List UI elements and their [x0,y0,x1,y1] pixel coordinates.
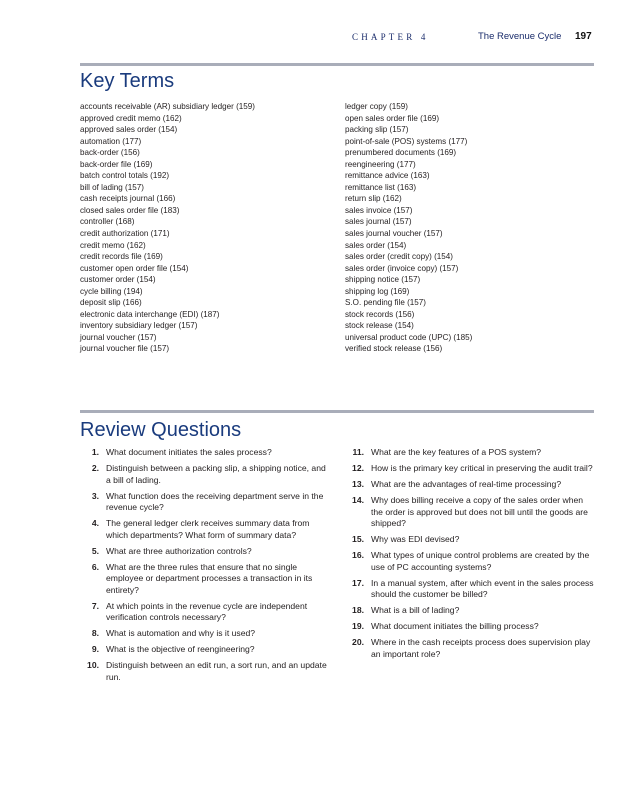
question-text: What types of unique control problems are created by the use of PC accounting systems? [371,550,590,572]
review-question [345,534,595,546]
key-term: sales journal voucher (157) [345,229,443,239]
key-term: controller (168) [80,217,135,227]
question-text: What are the advantages of real-time processing? [371,479,562,489]
key-term: S.O. pending file (157) [345,298,426,308]
question-number: 7. [91,600,99,611]
review-question [345,495,595,530]
review-question [345,550,595,573]
question-text: Why does billing receive a copy of the sales order when the order is approved but does not bill until the goods are shipped? [371,495,588,528]
question-number: 2. [91,463,99,473]
question-number: 20. [352,637,364,647]
question-text: What are the key features of a POS system? [371,447,542,457]
question-number: 6. [91,561,99,572]
question-number: 11. [352,447,364,457]
review-question [345,621,595,633]
key-term: verified stock release (156) [345,344,443,354]
review-question [345,637,595,660]
question-text: What is the objective of reengineering? [106,644,255,654]
key-term: credit memo (162) [80,240,146,250]
review-question [80,463,330,486]
key-term: closed sales order file (183) [80,205,180,215]
key-term: cash receipts journal (166) [80,194,176,204]
review-questions-rule [80,410,594,413]
question-text: What is a bill of lading? [371,605,460,615]
review-question [80,546,330,558]
key-term: return slip (162) [345,194,402,204]
question-text: Why was EDI devised? [371,534,460,544]
running-title: The Revenue Cycle [478,31,562,42]
review-question [345,605,595,617]
key-term: open sales order file (169) [345,113,440,123]
key-term: inventory subsidiary ledger (157) [80,321,198,331]
key-term: sales invoice (157) [345,205,413,215]
question-text: At which points in the revenue cycle are independent verification controls necessary? [106,600,308,622]
question-number: 1. [91,447,99,457]
running-header [0,30,639,46]
key-term: cycle billing (194) [80,286,143,296]
review-question [80,491,330,514]
review-questions-right-column [345,447,595,665]
question-number: 13. [352,479,364,489]
key-term: batch control totals (192) [80,171,170,181]
key-term: remittance advice (163) [345,171,430,181]
question-number: 17. [352,577,364,588]
key-term: universal product code (UPC) (185) [345,332,473,342]
question-number: 16. [352,550,364,560]
key-term: shipping notice (157) [345,275,421,285]
key-terms-rule [80,63,594,66]
key-term: point-of-sale (POS) systems (177) [345,136,468,146]
question-number: 4. [91,518,99,528]
key-term: sales order (154) [345,240,407,250]
question-number: 10. [87,660,99,670]
key-term: journal voucher (157) [80,332,157,342]
question-text: What document initiates the billing process? [371,621,539,631]
question-text: What are the three rules that ensure that no single employee or department processes a transaction in its entirety? [106,561,313,595]
question-text: The general ledger clerk receives summary data from which departments? What form of summary data? [106,518,310,540]
key-term: accounts receivable (AR) subsidiary ledger (159) [80,102,255,111]
question-text: Where in the cash receipts process does supervision play an important role? [371,637,591,659]
review-question [345,447,595,459]
question-number: 12. [352,463,364,473]
question-number: 15. [352,534,364,544]
key-term: customer open order file (154) [80,263,189,273]
key-term: electronic data interchange (EDI) (187) [80,309,220,319]
key-terms-left-column [80,101,255,355]
review-question [80,518,330,541]
question-number: 18. [352,605,364,615]
key-term: stock records (156) [345,309,415,319]
review-questions-title: Review Questions [80,419,242,441]
question-text: What are three authorization controls? [106,545,252,556]
key-term: approved credit memo (162) [80,113,182,123]
question-number: 5. [91,545,99,556]
key-term: back-order (156) [80,148,140,158]
key-term: remittance list (163) [345,182,417,192]
question-text: What is automation and why is it used? [106,628,256,638]
review-question [80,660,330,683]
key-term: sales order (credit copy) (154) [345,252,453,262]
key-term: prenumbered documents (169) [345,148,457,158]
question-number: 8. [91,628,99,638]
question-text: In a manual system, after which event in the sales process should the customer be billed? [371,577,594,599]
key-term: sales journal (157) [345,217,412,227]
key-term: approved sales order (154) [80,125,178,135]
key-term: automation (177) [80,136,142,146]
key-term: deposit slip (166) [80,298,142,308]
review-question [345,463,595,475]
review-question [345,578,595,601]
key-term: stock release (154) [345,321,414,331]
question-number: 19. [352,621,364,631]
review-question [345,479,595,491]
key-term: bill of lading (157) [80,182,144,192]
key-term: shipping log (169) [345,286,410,296]
key-term: customer order (154) [80,275,156,285]
key-term: sales order (invoice copy) (157) [345,263,459,273]
review-question [80,562,330,597]
key-term: reengineering (177) [345,159,416,169]
review-question [80,447,330,459]
question-text: Distinguish between an edit run, a sort run, and an update run. [106,660,327,682]
key-term: ledger copy (159) [345,102,408,111]
question-text: What function does the receiving department serve in the revenue cycle? [106,490,324,512]
chapter-label: CHAPTER 4 [352,32,429,42]
question-number: 3. [91,490,99,501]
key-term: credit records file (169) [80,252,163,262]
review-question [80,644,330,656]
review-questions-left-column [80,447,330,688]
key-term: back-order file (169) [80,159,153,169]
question-text: What document initiates the sales process? [106,447,272,457]
page-number: 197 [575,31,592,42]
key-terms-right-column [345,101,472,355]
key-term: packing slip (157) [345,125,409,135]
question-text: Distinguish between a packing slip, a shipping notice, and a bill of lading. [106,463,326,485]
review-question [80,601,330,624]
question-number: 9. [91,644,99,654]
key-terms-title: Key Terms [80,70,175,92]
review-question [80,628,330,640]
question-text: How is the primary key critical in preserving the audit trail? [371,463,593,473]
question-number: 14. [352,495,364,505]
key-term: journal voucher file (157) [80,344,170,354]
key-term: credit authorization (171) [80,229,170,239]
